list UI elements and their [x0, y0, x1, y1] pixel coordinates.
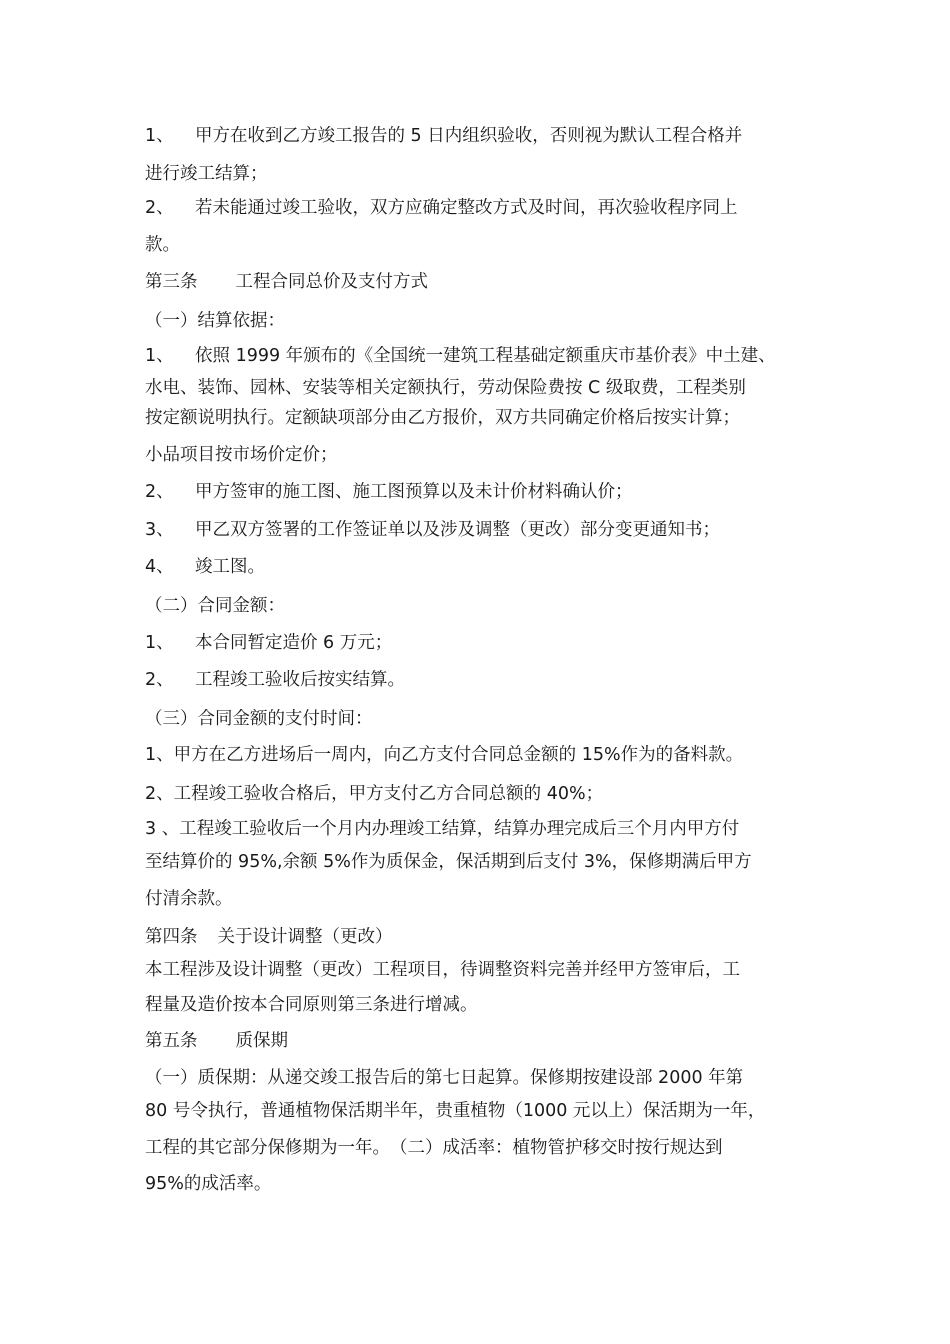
text-line: 3 、工程竣工验收后一个月内办理竣工结算，结算办理完成后三个月内甲方付	[145, 819, 740, 839]
item-number: 1、	[145, 633, 174, 653]
text-line: 进行竣工结算；	[145, 164, 268, 184]
article-title: 工程合同总价及支付方式	[235, 272, 428, 292]
line-text: 甲方签审的施工图、施工图预算以及未计价材料确认价；	[195, 482, 633, 502]
text-line	[145, 480, 633, 504]
text-line: 小品项目按市场价定价；	[145, 445, 338, 465]
text-line: 1、甲方在乙方进场后一周内，向乙方支付合同总金额的 15%作为的备料款。	[145, 745, 744, 765]
text-line	[145, 555, 265, 579]
article-title: 关于设计调整（更改）	[217, 927, 393, 947]
line-text: 依照 1999 年颁布的《全国统一建筑工程基础定额重庆市基价表》中土建、	[195, 346, 776, 366]
line-text: 竣工图。	[195, 557, 265, 577]
article-heading	[145, 925, 393, 949]
text-line	[145, 344, 776, 368]
text-line: 80 号令执行，普通植物保活期半年，贵重植物（1000 元以上）保活期为一年，	[145, 1101, 766, 1121]
text-line: 95%的成活率。	[145, 1174, 272, 1194]
text-line: 按定额说明执行。定额缺项部分由乙方报价，双方共同确定价格后按实计算；	[145, 408, 740, 428]
line-text: 甲乙双方签署的工作签证单以及涉及调整（更改）部分变更通知书；	[195, 520, 720, 540]
text-line: 2、工程竣工验收合格后，甲方支付乙方合同总额的 40%；	[145, 784, 604, 804]
article-title: 质保期	[235, 1031, 288, 1051]
article-number: 第五条	[145, 1031, 198, 1051]
article-heading	[145, 1029, 288, 1053]
item-number: 2、	[145, 670, 174, 690]
text-line: 款。	[145, 235, 180, 255]
text-line: 水电、装饰、园林、安装等相关定额执行，劳动保险费按 C 级取费，工程类别	[145, 378, 746, 398]
line-text: 本合同暂定造价 6 万元；	[195, 633, 393, 653]
item-number: 1、	[145, 346, 174, 366]
text-line	[145, 124, 742, 148]
item-number: 3、	[145, 520, 174, 540]
item-number: 1、	[145, 126, 174, 146]
item-number: 2、	[145, 198, 174, 218]
text-line: （一）质保期：从递交竣工报告后的第七日起算。保修期按建设部 2000 年第	[145, 1068, 744, 1088]
section-heading: （二）合同金额：	[145, 596, 285, 616]
item-number: 2、	[145, 482, 174, 502]
text-line: 至结算价的 95%,余额 5%作为质保金，保活期到后支付 3%，保修期满后甲方	[145, 852, 752, 872]
article-heading	[145, 270, 428, 294]
item-number: 4、	[145, 557, 174, 577]
text-line	[145, 196, 738, 220]
text-line: 工程的其它部分保修期为一年。 （二）成活率：植物管护移交时按行规达到	[145, 1138, 723, 1158]
text-line	[145, 668, 405, 692]
text-line	[145, 631, 392, 655]
text-line	[145, 518, 720, 542]
section-heading: （三）合同金额的支付时间：	[145, 709, 373, 729]
article-number: 第四条	[145, 927, 198, 947]
line-text: 甲方在收到乙方竣工报告的 5 日内组织验收，否则视为默认工程合格并	[195, 126, 743, 146]
section-heading: （一）结算依据：	[145, 311, 285, 331]
line-text: 工程竣工验收后按实结算。	[195, 670, 405, 690]
text-line: 本工程涉及设计调整（更改）工程项目，待调整资料完善并经甲方签审后，工	[145, 960, 740, 980]
text-line: 程量及造价按本合同原则第三条进行增减。	[145, 995, 478, 1015]
line-text: 若未能通过竣工验收，双方应确定整改方式及时间，再次验收程序同上	[195, 198, 738, 218]
text-line: 付清余款。	[145, 889, 233, 909]
article-number: 第三条	[145, 272, 198, 292]
